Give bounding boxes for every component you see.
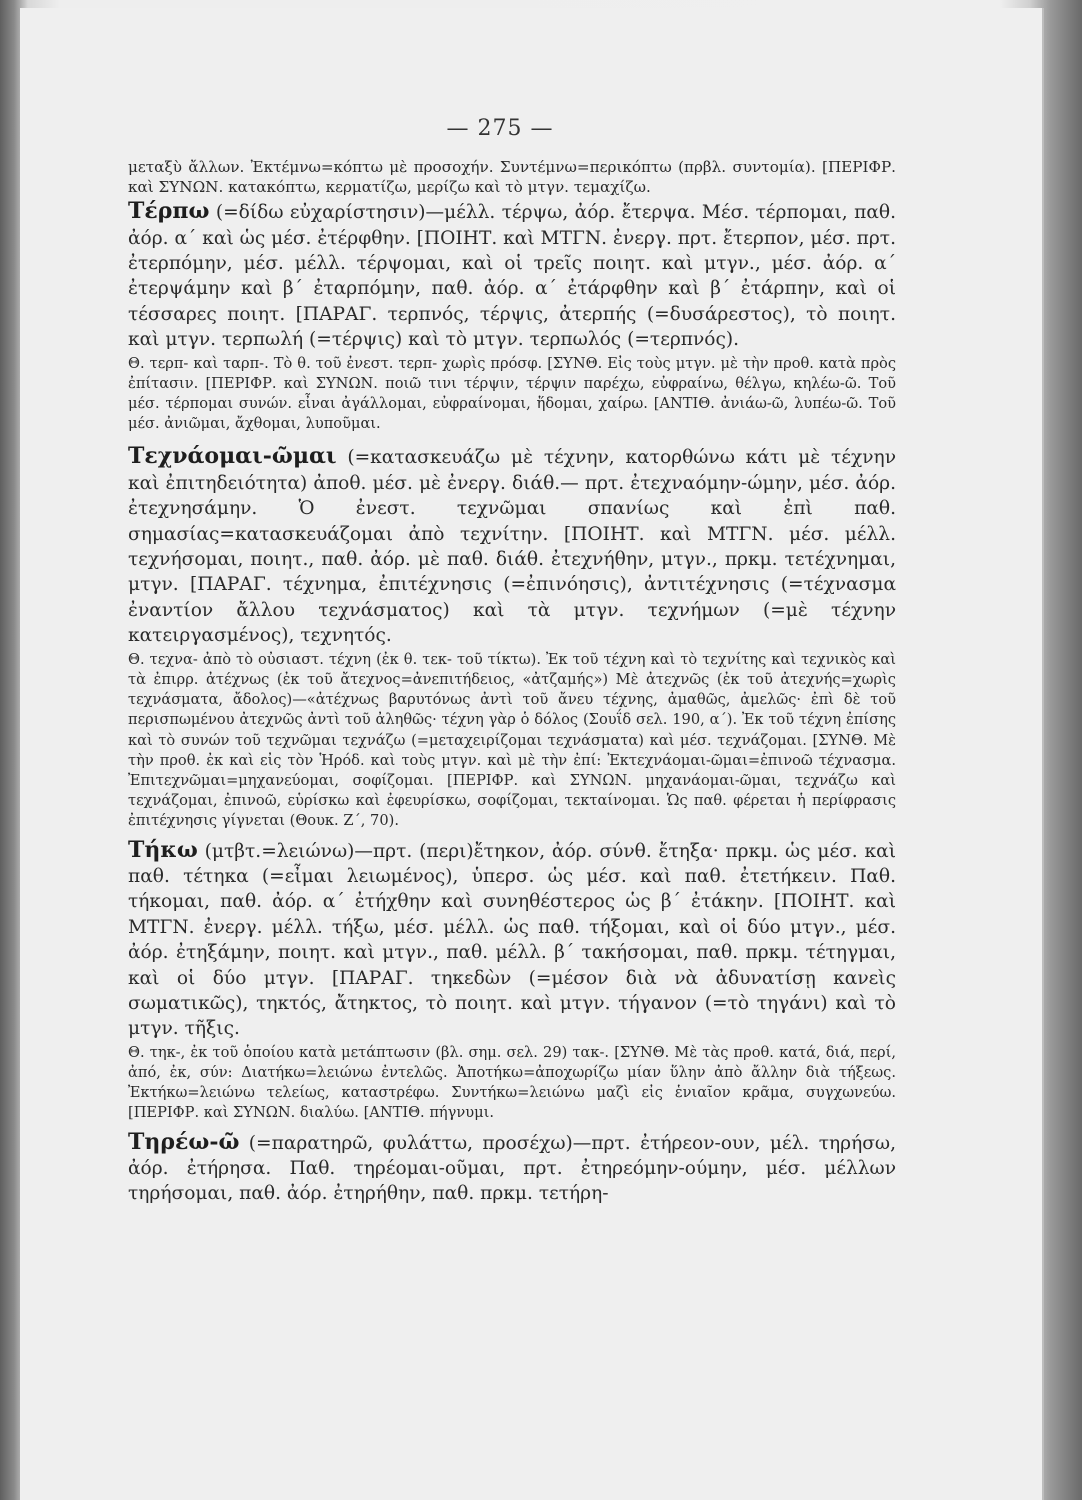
entry-terpo: [128, 199, 896, 352]
entry-technaomai: [128, 444, 896, 648]
entry-notes: Θ. τερπ- καὶ ταρπ-. Τὸ θ. τοῦ ἐνεστ. τερπ- χωρὶς πρόσφ. [ΣΥΝΘ. Εἰς τοὺς μτγν. μὲ τὴν προθ. κατὰ πρὸς ἐπίτασιν. [ΠΕΡΙΦΡ. καὶ ΣΥΝΩΝ. ποιῶ τινι τέρψιν, τέρψιν παρέχω, εὐφραίνω, θέλγω, κηλέω-ῶ. Τοῦ μέσ. τέρπομαι συνών. εἶναι ἀγάλλομαι, εὐφραίνομαι, ἥδομαι, χαίρω. [ΑΝΤΙΘ. ἀνιάω-ῶ, λυπέω-ῶ. Τοῦ μέσ. ἀνιῶμαι, ἄχθομαι, λυποῦμαι.: [128, 354, 896, 433]
entry-notes: Θ. τεχνα- ἀπὸ τὸ οὐσιαστ. τέχνη (ἐκ θ. τεκ- τοῦ τίκτω). Ἐκ τοῦ τέχνη καὶ τὸ τεχνίτης καὶ τεχνικὸς καὶ τὰ ἐπιρρ. ἀτέχνως (ἐκ τοῦ ἄτεχνος=ἀνεπιτήδειος, «ἀτζαμής») Μὲ ἀτεχνῶς (ἐκ τοῦ ἀτεχνής=χωρὶς τεχνάσματα, ἄδολος)—«ἀτέχνως βαρυτόνως ἀντὶ τοῦ ἄνευ τέχνης, ἀμαθῶς, ἀμελῶς· ἐπὶ δὲ τοῦ περισπωμένου ἀτεχνῶς ἀντὶ τοῦ ἀληθῶς· τέχνη γὰρ ὁ δόλος (Σουΐδ σελ. 190, α΄). Ἐκ τοῦ τέχνη ἐπίσης καὶ τὸ συνών τοῦ τεχνῶμαι τεχνάζω (=μεταχειρίζομαι τεχνάσματα) καὶ μέσ. τεχνάζομαι. [ΣΥΝΘ. Μὲ τὴν προθ. ἐκ καὶ εἰς τὸν Ἡρόδ. καὶ τοὺς μτγν. καὶ μὲ τὴν ἐπί: Ἐκτεχνάομαι-ῶμαι=ἐπινοῶ τέχνασμα. Ἐπιτεχνῶμαι=μηχανεύομαι, σοφίζομαι. [ΠΕΡΙΦΡ. καὶ ΣΥΝΩΝ. μηχανάομαι-ῶμαι, τεχνάζω καὶ τεχνάζομαι, ἐπινοῶ, εὑρίσκω καὶ ἐφευρίσκω, σοφίζομαι, τεκταίνομαι. Ὡς παθ. φέρεται ἡ περίφρασις ἐπιτέχνησις γίγνεται (Θουκ. Ζ΄, 70).: [128, 650, 896, 830]
entry-headword: Τήκω: [128, 836, 198, 863]
dictionary-text: [128, 158, 896, 1207]
entry-body: (=κατασκευάζω μὲ τέχνην, κατορθώνω κάτι μὲ τέχνην καὶ ἐπιτηδειότητα) ἀποθ. μέσ. μὲ ἐνεργ. διάθ.— πρτ. ἐτεχναόμην-ώμην, μέσ. ἀόρ. ἐτεχνησάμην. Ὁ ἐνεστ. τεχνῶμαι σπανίως καὶ ἐπὶ παθ. σημασίας=κατασκευάζομαι ἀπὸ τεχνίτην. [ΠΟΙΗΤ. καὶ ΜΤΓΝ. μέσ. μέλλ. τεχνήσομαι, ποιητ., παθ. ἀόρ. μὲ παθ. διάθ. ἐτεχνήθην, μτγν., πρκμ. τετέχνημαι, μτγν. [ΠΑΡΑΓ. τέχνημα, ἐπιτέχνησις (=ἐπινόησις), ἀντιτέχνησις (=τέχνασμα ἐναντίον ἄλλου τεχνάσματος) καὶ τὰ μτγν. τεχνήμων (=μὲ τέχνην κατειργασμένος), τεχνητός.: [128, 447, 896, 647]
entry-headword: Τηρέω-ῶ: [128, 1128, 240, 1155]
page-number: — 275 —: [446, 116, 554, 141]
book-page: [20, 8, 1044, 1500]
entry-headword: Τέρπω: [128, 198, 210, 225]
entry-notes: Θ. τηκ-, ἐκ τοῦ ὁποίου κατὰ μετάπτωσιν (βλ. σημ. σελ. 29) τακ-. [ΣΥΝΘ. Μὲ τὰς προθ. κατά, διά, περί, ἀπό, ἐκ, σύν: Διατήκω=λειώνω ἐντελῶς. Ἀποτήκω=ἀποχωρίζω μίαν ὕλην ἀπὸ ἄλλην διὰ τήξεως. Ἐκτήκω=λειώνω τελείως, καταστρέφω. Συντήκω=λειώνω μαζὶ εἰς ἑνιαῖον κρᾶμα, συγχωνεύω. [ΠΕΡΙΦΡ. καὶ ΣΥΝΩΝ. διαλύω. [ΑΝΤΙΘ. πήγνυμι.: [128, 1043, 896, 1122]
continued-entry-text: μεταξὺ ἄλλων. Ἐκτέμνω=κόπτω μὲ προσοχήν. Συντέμνω=περικόπτω (πρβλ. συντομία). [ΠΕΡΙΦΡ. καὶ ΣΥΝΩΝ. κατακόπτω, κερματίζω, μερίζω καὶ τὸ μτγν. τεμαχίζω.: [128, 158, 896, 196]
entry-body: (=δίδω εὐχαρίστησιν)—μέλλ. τέρψω, ἀόρ. ἔτερψα. Μέσ. τέρπομαι, παθ. ἀόρ. α΄ καὶ ὡς μέσ. ἐτέρφθην. [ΠΟΙΗΤ. καὶ ΜΤΓΝ. ἐνεργ. πρτ. ἔτερπον, μέσ. πρτ. ἐτερπόμην, μέσ. μέλλ. τέρψομαι, καὶ οἱ τρεῖς ποιητ. καὶ μτγν., μέσ. ἀόρ. α΄ ἐτερψάμην καὶ β΄ ἐταρπόμην, παθ. ἀόρ. α΄ ἐτάρφθην καὶ β΄ ἐτάρπην, καὶ οἱ τέσσαρες ποιητ. [ΠΑΡΑΓ. τερπνός, τέρψις, ἀτερπής (=δυσάρεστος), τὸ ποιητ. καὶ μτγν. τερπωλή (=τέρψις) καὶ τὸ μτγν. τερπωλός (=τερπνός).: [128, 202, 896, 351]
entry-headword: Τεχνάομαι-ῶμαι: [128, 443, 337, 470]
entry-tereo: [128, 1130, 896, 1207]
entry-body: (=παρατηρῶ, φυλάττω, προσέχω)—πρτ. ἐτήρεον-ουν, μέλ. τηρήσω, ἀόρ. ἐτήρησα. Παθ. τηρέομαι-οῦμαι, πρτ. ἐτηρεόμην-ούμην, μέσ. μέλλων τηρήσομαι, παθ. ἀόρ. ἐτηρήθην, παθ. πρκμ. τετήρη-: [128, 1132, 896, 1205]
entry-body: (μτβτ.=λειώνω)—πρτ. (περι)ἔτηκον, ἀόρ. σύνθ. ἔτηξα· πρκμ. ὡς μέσ. καὶ παθ. τέτηκα (=εἶμαι λειωμένος), ὑπερσ. ὡς μέσ. καὶ παθ. ἐτετήκειν. Παθ. τήκομαι, παθ. ἀόρ. α΄ ἐτήχθην καὶ συνηθέστερος ὡς β΄ ἐτάκην. [ΠΟΙΗΤ. καὶ ΜΤΓΝ. ἐνεργ. μέλλ. τήξω, μέσ. μέλλ. ὡς παθ. τήξομαι, καὶ οἱ δύο μτγν., μέσ. ἀόρ. ἐτηξάμην, ποιητ. καὶ μτγν., παθ. μέλλ. β΄ τακήσομαι, παθ. πρκμ. τέτηγμαι, καὶ οἱ δύο μτγν. [ΠΑΡΑΓ. τηκεδὼν (=μέσον διὰ νὰ ἀδυνατίσῃ κανεὶς σωματικῶς), τηκτός, ἄτηκτος, τὸ ποιητ. καὶ μτγν. τήγανον (=τὸ τηγάνι) καὶ τὸ μτγν. τῆξις.: [128, 840, 896, 1040]
entry-teko: [128, 838, 896, 1042]
